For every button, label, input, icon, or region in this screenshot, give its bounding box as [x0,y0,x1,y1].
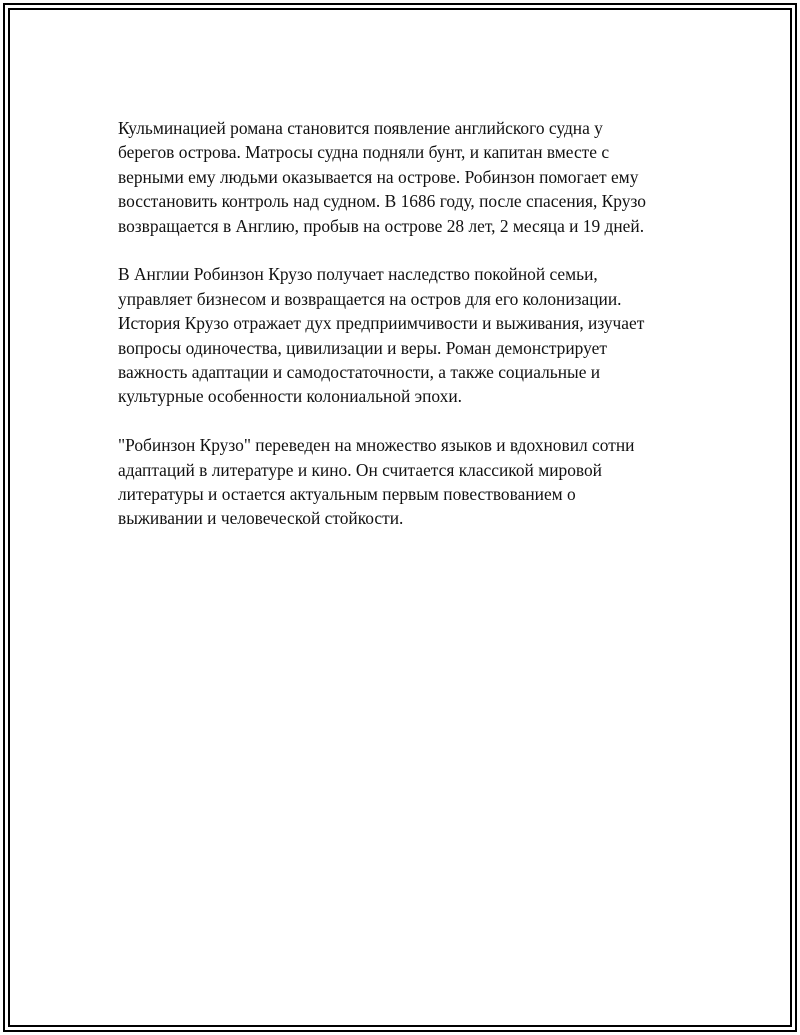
text-line: важность адаптации и самодостаточности, а также социальные и [118,362,601,383]
text-line: верными ему людьми оказывается на острове. Робинзон помогает ему [118,166,639,187]
text-line: вопросы одиночества, цивилизации и веры. Роман демонстрирует [118,337,607,358]
paragraph-3 [118,433,688,531]
text-line: В Англии Робинзон Крузо получает наследство покойной семьи, [118,264,598,285]
text-line: адаптаций в литературе и кино. Он считается классикой мировой [118,459,602,480]
text-line: История Крузо отражает дух предприимчивости и выживания, изучает [118,313,645,334]
text-line: управляет бизнесом и возвращается на остров для его колонизации. [118,288,622,309]
text-line: восстановить контроль над судном. В 1686 году, после спасения, Крузо [118,191,646,212]
text-line: возвращается в Англию, пробыв на острове 28 лет, 2 месяца и 19 дней. [118,215,645,236]
paragraph-2 [118,262,688,408]
document-body [118,116,688,555]
paragraph-1 [118,116,688,238]
text-line: берегов острова. Матросы судна подняли бунт, и капитан вместе с [118,142,610,163]
text-line: Кульминацией романа становится появление английского судна у [118,118,603,138]
text-line: литературы и остается актуальным первым повествованием о [118,484,576,505]
text-line: выживании и человеческой стойкости. [118,508,404,529]
text-line: культурные особенности колониальной эпохи. [118,386,463,407]
text-line: "Робинзон Крузо" переведен на множество языков и вдохновил сотни [118,435,635,456]
